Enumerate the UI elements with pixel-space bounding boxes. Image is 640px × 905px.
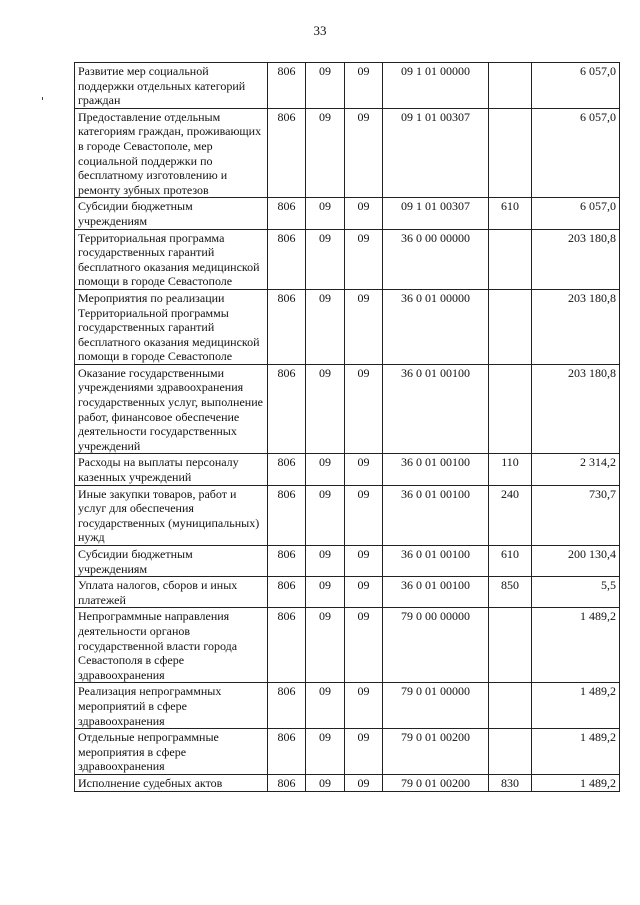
row-amount: 1 489,2 [532, 729, 620, 775]
row-section-code: 09 [306, 229, 345, 289]
row-target-article-code: 09 1 01 00307 [383, 108, 489, 198]
row-section-code: 09 [306, 364, 345, 454]
row-subsection-code: 09 [345, 683, 383, 729]
table-row [75, 608, 620, 683]
row-target-article-code: 79 0 01 00000 [383, 683, 489, 729]
row-section-code: 09 [306, 577, 345, 608]
row-ved-code: 806 [268, 198, 306, 229]
row-section-code: 09 [306, 546, 345, 577]
table-row [75, 63, 620, 109]
row-section-code: 09 [306, 729, 345, 775]
row-section-code: 09 [306, 198, 345, 229]
row-name: Мероприятия по реализации Территориальной программы государственных гарантий бесплатного оказания медицинской помощи в городе Севастополе [75, 289, 268, 364]
row-section-code: 09 [306, 485, 345, 545]
row-amount: 6 057,0 [532, 198, 620, 229]
row-target-article-code: 36 0 01 00000 [383, 289, 489, 364]
row-ved-code: 806 [268, 454, 306, 485]
row-subsection-code: 09 [345, 289, 383, 364]
row-target-article-code: 36 0 00 00000 [383, 229, 489, 289]
scan-mark [42, 97, 43, 100]
row-name: Иные закупки товаров, работ и услуг для обеспечения государственных (муниципальных) нужд [75, 485, 268, 545]
row-name: Развитие мер социальной поддержки отдельных категорий граждан [75, 63, 268, 109]
row-amount: 6 057,0 [532, 63, 620, 109]
row-section-code: 09 [306, 774, 345, 791]
row-name: Расходы на выплаты персоналу казенных учреждений [75, 454, 268, 485]
row-section-code: 09 [306, 683, 345, 729]
row-name: Уплата налогов, сборов и иных платежей [75, 577, 268, 608]
row-expense-type-code: 610 [489, 198, 532, 229]
page-number: 33 [313, 23, 327, 38]
row-subsection-code: 09 [345, 546, 383, 577]
row-expense-type-code: 610 [489, 546, 532, 577]
row-amount: 2 314,2 [532, 454, 620, 485]
row-expense-type-code [489, 63, 532, 109]
row-section-code: 09 [306, 108, 345, 198]
row-target-article-code: 09 1 01 00307 [383, 198, 489, 229]
row-amount: 1 489,2 [532, 774, 620, 791]
row-amount: 1 489,2 [532, 683, 620, 729]
row-amount: 203 180,8 [532, 229, 620, 289]
row-target-article-code: 36 0 01 00100 [383, 546, 489, 577]
row-ved-code: 806 [268, 63, 306, 109]
budget-table [74, 62, 620, 792]
table-row [75, 729, 620, 775]
row-ved-code: 806 [268, 108, 306, 198]
row-subsection-code: 09 [345, 364, 383, 454]
row-section-code: 09 [306, 608, 345, 683]
row-expense-type-code [489, 229, 532, 289]
row-name: Оказание государственными учреждениями здравоохранения государственных услуг, выполнение работ, финансовое обеспечение деятельности государственных учреждений [75, 364, 268, 454]
row-expense-type-code [489, 608, 532, 683]
row-expense-type-code: 110 [489, 454, 532, 485]
row-ved-code: 806 [268, 229, 306, 289]
row-ved-code: 806 [268, 289, 306, 364]
row-amount: 203 180,8 [532, 289, 620, 364]
row-name: Реализация непрограммных мероприятий в сфере здравоохранения [75, 683, 268, 729]
table-row [75, 198, 620, 229]
row-target-article-code: 36 0 01 00100 [383, 485, 489, 545]
row-expense-type-code [489, 364, 532, 454]
row-name: Непрограммные направления деятельности органов государственной власти города Севастополя в сфере здравоохранения [75, 608, 268, 683]
row-name: Исполнение судебных актов [75, 774, 268, 791]
row-target-article-code: 09 1 01 00000 [383, 63, 489, 109]
row-target-article-code: 79 0 01 00200 [383, 729, 489, 775]
table-row [75, 108, 620, 198]
row-target-article-code: 36 0 01 00100 [383, 364, 489, 454]
row-subsection-code: 09 [345, 198, 383, 229]
row-amount: 1 489,2 [532, 608, 620, 683]
row-section-code: 09 [306, 289, 345, 364]
row-expense-type-code [489, 108, 532, 198]
row-ved-code: 806 [268, 364, 306, 454]
row-subsection-code: 09 [345, 108, 383, 198]
row-ved-code: 806 [268, 729, 306, 775]
row-ved-code: 806 [268, 577, 306, 608]
row-ved-code: 806 [268, 546, 306, 577]
row-section-code: 09 [306, 63, 345, 109]
row-amount: 200 130,4 [532, 546, 620, 577]
row-target-article-code: 36 0 01 00100 [383, 454, 489, 485]
row-expense-type-code [489, 289, 532, 364]
table-row [75, 454, 620, 485]
row-amount: 5,5 [532, 577, 620, 608]
row-name: Отдельные непрограммные мероприятия в сфере здравоохранения [75, 729, 268, 775]
row-section-code: 09 [306, 454, 345, 485]
row-subsection-code: 09 [345, 729, 383, 775]
row-expense-type-code [489, 683, 532, 729]
table-row [75, 289, 620, 364]
row-subsection-code: 09 [345, 485, 383, 545]
row-target-article-code: 36 0 01 00100 [383, 577, 489, 608]
row-subsection-code: 09 [345, 774, 383, 791]
table-row [75, 546, 620, 577]
table-row [75, 683, 620, 729]
row-amount: 203 180,8 [532, 364, 620, 454]
row-name: Субсидии бюджетным учреждениям [75, 198, 268, 229]
row-amount: 730,7 [532, 485, 620, 545]
row-subsection-code: 09 [345, 63, 383, 109]
row-name: Территориальная программа государственных гарантий бесплатного оказания медицинской помощи в городе Севастополе [75, 229, 268, 289]
row-target-article-code: 79 0 00 00000 [383, 608, 489, 683]
row-expense-type-code: 830 [489, 774, 532, 791]
row-subsection-code: 09 [345, 454, 383, 485]
row-target-article-code: 79 0 01 00200 [383, 774, 489, 791]
row-expense-type-code: 850 [489, 577, 532, 608]
row-ved-code: 806 [268, 774, 306, 791]
row-expense-type-code: 240 [489, 485, 532, 545]
table-row [75, 364, 620, 454]
table-row [75, 229, 620, 289]
table-row [75, 577, 620, 608]
table-row [75, 774, 620, 791]
table-row [75, 485, 620, 545]
budget-table-body [75, 63, 620, 792]
row-subsection-code: 09 [345, 608, 383, 683]
row-name: Субсидии бюджетным учреждениям [75, 546, 268, 577]
row-ved-code: 806 [268, 683, 306, 729]
row-subsection-code: 09 [345, 229, 383, 289]
row-ved-code: 806 [268, 485, 306, 545]
row-amount: 6 057,0 [532, 108, 620, 198]
row-name: Предоставление отдельным категориям граждан, проживающих в городе Севастополе, мер социальной поддержки по бесплатному изготовлению и ремонту зубных протезов [75, 108, 268, 198]
row-expense-type-code [489, 729, 532, 775]
row-subsection-code: 09 [345, 577, 383, 608]
row-ved-code: 806 [268, 608, 306, 683]
